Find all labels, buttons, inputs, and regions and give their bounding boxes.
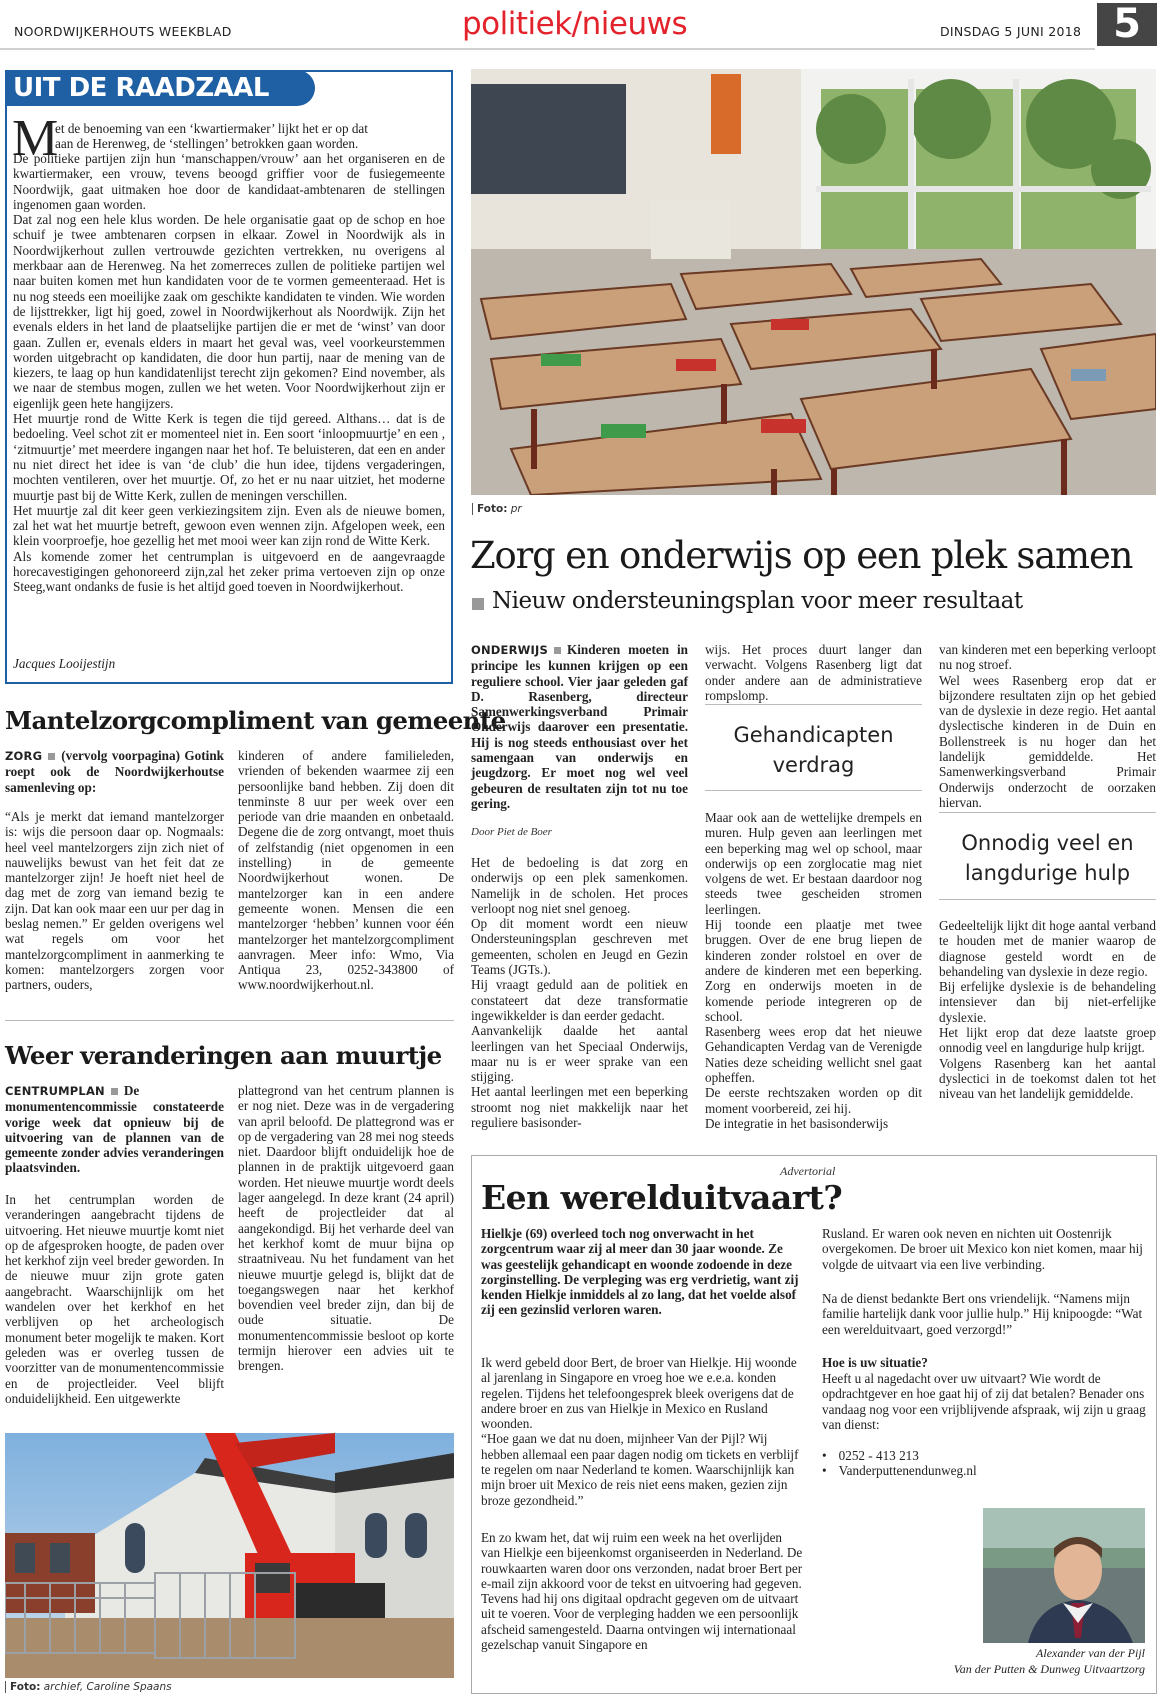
advertorial-col1a: Ik werd gebeld door Bert, de broer van Hielkje. Hij woonde al jarenlang in Singapore en vroeg hoe we e.e.a. konden regelen. Tijdens het telefoongesprek bleek overigens dat de andere broer en zus van Hielkje in Mexico en Rusland woonden. “Hoe gaan we dat nu doen, mijnheer Van der Pijl? Wij hebben allemaal een paar dagen nodig om tickets en verblijf te regelen om naar Nederland te komen. Waarschijnlijk kan mijn broer uit Mexico de reis niet eens maken, gezien zijn broze gezondheid.” xyxy=(481,1355,799,1508)
advertorial-lead: Hielkje (69) overleed toch nog onverwacht in het zorgcentrum waar zij al meer dan 30 jaar woonde. Ze was geestelijk gehandicapt en woonde zodoende in deze zorginstelling. De verpleging was erg verdrietig, want zij kenden Hielkje inmiddels al zo lang, dat het voelde alsof zij een gezinslid verloren waren. xyxy=(481,1226,799,1318)
page-number: 5 xyxy=(1113,1,1141,47)
advertorial-col2c: Heeft u al nagedacht over uw uitvaart? Wie wordt de opdrachtgever en hoe gaat hij of zij dat betalen? Benader ons vandaag nog voor een vrijblijvende afspraak, wij zijn u graag van dienst: xyxy=(822,1371,1146,1432)
onderwijs-col1: Het de bedoeling is dat zorg en onderwijs op een plek samenkomen. Namelijk in de scholen. Het proces verloopt nog niet snel genoeg. Op dit moment wordt een nieuw Ondersteuningsplan geschreven met gemeenten, scholen en Jeugd en Gezin Teams (JGTs.). Hij vraagt geduld aan de politiek en constateert dat deze transformatie ingewikkelder is dan eerder gedacht. Aanvankelijk daalde het aantal leerlingen van het Speciaal Onderwijs, maar nu is er weer sprake van een stijging. Het aantal leerlingen met een beperking stroomt nog niet makkelijk naar het reguliere basisonder- xyxy=(471,855,688,1131)
advertorial-title: Een werelduitvaart? xyxy=(481,1178,843,1217)
header-rule xyxy=(0,48,1095,50)
onderwijs-photo-credit-text: pr xyxy=(510,503,522,515)
onderwijs-photo-credit xyxy=(472,503,522,515)
portrait-image xyxy=(983,1508,1145,1643)
muurtje-photo xyxy=(5,1433,454,1678)
portrait-photo xyxy=(983,1508,1145,1643)
paper-name: NOORDWIJKERHOUTS WEEKBLAD xyxy=(14,24,232,39)
portrait-caption-name: Alexander van der Pijl xyxy=(1036,1646,1145,1660)
advertorial-label: Advertorial xyxy=(780,1164,836,1178)
onnodig-rule-bottom xyxy=(939,899,1156,900)
onnodig-rule-top xyxy=(939,812,1156,813)
issue-date: DINSDAG 5 JUNI 2018 xyxy=(940,24,1082,39)
mantelzorg-col1: “Als je merkt dat iemand mantelzorger is: wijs die persoon daar op. Nogmaals: heel veel mantelzorgers zijn zich niet of nauwelijks bewust van het feit dat ze mantelzorger zijn! Je hoeft niet heel de dag met de zorg van iemand bezig te zijn. Dat kan ook maar een uur per dag in beslag nemen.” Er gelden overigens wel wat regels om voor het mantelzorgcompliment in aanmerking te komen: mantelzorgers zorgen voor partners, ouders, xyxy=(5,809,224,993)
muurtje-tag: CENTRUMPLAN xyxy=(5,1084,105,1098)
advertorial-col2a: Rusland. Er waren ook neven en nichten uit Oostenrijk overgekomen. De broer uit Mexico kon niet komen, maar hij volgde de uitvaart via een live verbinding. xyxy=(822,1226,1143,1272)
onderwijs-col3a: van kinderen met een beperking verloopt nu nog stroef. Wel wees Rasenberg erop dat er bijzondere resultaten zijn op het gebied van de dyslexie in deze regio. Het aantal dyslectische kinderen in de Duin en Bollenstreek is nu hoger dan het landelijk gemiddelde. Het Samenwerkingsverband Primair Onderwijs onderzocht de oorzaken hiervan. xyxy=(939,642,1156,810)
muurtje-photo-credit xyxy=(5,1681,172,1693)
onderwijs-subtitle: Nieuw ondersteuningsplan voor meer resultaat xyxy=(492,588,1023,614)
advertorial-col2b: Na de dienst bedankte Bert ons vriendelijk. “Namens mijn familie hartelijk dank voor jullie hulp.” Hij knipoogde: “Wat een werelduitvaart, goed verzorgd!” xyxy=(822,1291,1143,1337)
raadzaal-title: UIT DE RAADZAAL xyxy=(13,73,269,103)
advertorial-contact-list xyxy=(822,1448,1148,1479)
raadzaal-dropcap: M xyxy=(12,110,59,167)
onderwijs-col2a: wijs. Het proces duurt langer dan verwacht. Volgens Rasenberg ligt dat onder andere aan de administratieve rompslomp. xyxy=(705,642,922,703)
onderwijs-subtitle-marker xyxy=(472,598,484,610)
onderwijs-lead-block xyxy=(471,642,688,811)
onderwijs-col3b: Gedeeltelijk lijkt dit hoge aantal verband te houden met de manier waarop de diagnose gesteld wordt en de behandeling van dyslexie in deze regio. Bij erfelijke dyslexie is de behandeling intensiever dan bij niet-erfelijke dyslexie. Het lijkt erop dat deze laatste groep onnodig veel en langdurige hulp krijgt. Volgens Rasenberg kan het aantal dyslectici in de toekomst dalen tot het niveau van het landelijk gemiddelde. xyxy=(939,918,1156,1102)
raadzaal-first-line-1: et de benoeming van een ‘kwartiermaker’ lijkt het er op dat xyxy=(55,121,368,136)
muurtje-photo-credit-label: Foto: xyxy=(10,1681,41,1693)
raadzaal-author: Jacques Looijestijn xyxy=(13,656,116,671)
page-header xyxy=(0,0,1161,50)
onderwijs-lead: Kinderen moeten in principe les kunnen krijgen op een reguliere school. Vier jaar geleden gaf D. Rasenberg, directeur Samenwerkingsverband Primair Onderwijs daarover een presentatie. Hij is nog steeds enthousiast over het samengaan van onderwijs en jeugdzorg. Er moet nog wel veel gebeuren de resultaten zijn tot nu toe gering. xyxy=(471,642,688,811)
onderwijs-headline: Zorg en onderwijs op een plek samen xyxy=(470,534,1133,577)
muurtje-lead: De monumentencommissie constateerde vorige week dat opnieuw bij de uitvoering van de plannen van de gemeente zonder advies veranderingen plaatsvinden. xyxy=(5,1083,224,1176)
muurtje-col2: plattegrond van het centrum plannen is er nog niet. Deze was in de vergadering van april beloofd. De plattegrond was er op de vergadering van 28 mei nog steeds niet. Daardoor blijft onduidelijk hoe de plannen in de praktijk uitgevoerd gaan worden. Het nieuwe muurtje wordt deels lager aangelegd. In deze krant (24 april) heeft de projectleider dat al aangekondigd. Bij het verharde deel van het kerkhof komt de muur bijna op straatniveau. Nu het fundament van het nieuwe muurtje gelegd is, blijkt dat de toegangswegen naar het kerkhof bovendien veel breder zijn, dan bij de oude situatie. De monumentencommissie besloot op korte termijn hierover een advies uit te brengen. xyxy=(238,1083,454,1374)
contact-phone-text: 0252 - 413 213 xyxy=(838,1448,919,1463)
mantelzorg-headline: Mantelzorgcompliment van gemeente xyxy=(5,706,506,735)
advertorial-question: Hoe is uw situatie? xyxy=(822,1355,928,1370)
onderwijs-photo-credit-label: Foto: xyxy=(477,503,508,515)
mantelzorg-col2: kinderen of andere familieleden, vrienden of bekenden waarmee zij een persoonlijke band hebben. Zij doen dit tenminste 8 uur per week over een periode van drie maanden en onbetaald. Degene die de zorg ontvangt, moet thuis of zelfstandig (niet opgenomen in een instelling) in de gemeente Noordwijkerhout wonen. De mantelzorger kan in een andere gemeente wonen. Mensen die een mantelzorger ‘hebben’ kunnen voor één mantelzorger het mantelzorgcompliment aanvragen. Meer info: Wmo, Via Antiqua 23, 0252-343800 of www.noordwijkerhout.nl. xyxy=(238,748,454,993)
muurtje-headline: Weer veranderingen aan muurtje xyxy=(5,1041,442,1070)
classroom-image xyxy=(471,69,1156,495)
portrait-caption-company: Van der Putten & Dunweg Uitvaartzorg xyxy=(953,1662,1145,1676)
mantelzorg-rule xyxy=(5,1020,454,1021)
section-title: politiek/nieuws xyxy=(462,6,688,42)
advertorial-col1b: En zo kwam het, dat wij ruim een week na het overlijden van Hielkje een bijeenkomst organiseerden in Nederland. De rouwkaarten waren door ons verzonden, nadat broer Bert per e-mail zijn akkoord voor de tekst en uitvoering had gegeven. Tevens had hij ons digitaal opdracht gegeven om de uitvaart uit te voeren. Voor de verpleging hadden we een persoonlijk afscheid samengesteld. Daarna ontvingen wij internationaal gezelschap vanuit Singapore en xyxy=(481,1530,803,1653)
contact-website-text: Vanderputtenendunweg.nl xyxy=(838,1463,977,1479)
onderwijs-tag: ONDERWIJS xyxy=(471,643,548,657)
raadzaal-first-line-2: aan de Herenweg, de ‘stellingen’ betrokken gaan worden. xyxy=(55,136,359,151)
contact-phone: • 0252 - 413 213 xyxy=(822,1448,919,1463)
mantelzorg-lead: (vervolg voorpagina) Gotink roept ook de Noordwijkerhoutse samenleving op: xyxy=(5,748,224,795)
raadzaal-body: De politieke partijen zijn hun ‘manschappen/vrouw’ aan het organiseren en de kwartiermaker, een vrouw, tevens beoogd griffier voor de fusiegemeente Noordwijk, gaat uitmaken hoe door de kandidaat-ambtenaren de stellingen ingenomen gaan worden. Dat zal nog een hele klus worden. De hele organisatie gaat op de schop en hoe schuif je twee ambtenaren corpsen in elkaar. Zowel in Noordwijk als in Noordwijkerhout zullen vertrouwde gezichten vertrekken, nu overigens al merkbaar aan de Herenweg. Na het zomerreces zullen de politieke partijen wel naar buiten komen met hun kandidaten voor de te vormen gemeenteraad. Het is nu nog steeds een moeilijke zaak om geschikte kandidaten te vinden. Wie worden de lijsttrekker, ligt hij goed, zowel in Noordwijkerhout als Noordwijk. Zijn het evenals elders in het land de plaatselijke partijen die er met de ‘winst’ van door gaan. Zullen er, evenals elders in maart het geval was, veel voorkeurstemmen worden uitgebracht op kandidaten, die door hun partij, naar de mening van de kiezers, te laag op hun kandidatenlijst terecht zijn gekomen? Eind november, als we naar de stembus mogen, zullen we het weten. Voor Noordwijkerhout zijn er eigenlijk geen hete hangijzers. Het muurtje rond de Witte Kerk is tegen die tijd gereed. Althans… dat is de bedoeling. Veel schot zit er momenteel niet in. Een soort ‘inloopmuurtje’ en een , ‘zitmuurtje’ met meerdere ingangen naar het hof. Te beluisteren, dat een en ander nu niet direct het idee is van ‘de club’ die hun idee, tijdens vergaderingen, mochten ventileren, over het muurtje. Of, zo het er nu naar uitziet, het moderne muurtje past bij de Witte Kerk, zullen de meningen verschillen. Het muurtje zal dit keer geen verkiezingsitem zijn. Even als de nieuwe bomen, zal het wat het muurtje betreft, gewoon even wennen zijn. Afgelopen week, een klein voorproefje, hoe gezellig het met mooi weer kan zijn rond de Witte Kerk. Als komende zomer het centrumplan is uitgevoerd en de aangevraagde horecavestigingen gehonoreerd zijn,zal het zeker prima vertoeven zijn op onze Steeg,want ondanks de fusie is het altijd goed toeven in Noordwijkerhout. xyxy=(13,151,445,595)
muurtje-lead-block xyxy=(5,1083,224,1176)
construction-scene-image xyxy=(5,1433,454,1678)
muurtje-photo-credit-text: archief, Caroline Spaans xyxy=(43,1681,172,1693)
gehandicapten-rule-bottom xyxy=(705,790,922,791)
onderwijs-col2b: Maar ook aan de wettelijke drempels en muren. Hulp geven aan leerlingen met een beperking mag wel op school, maar onderwijs op een zorglocatie mag niet volgens de wet. Er bestaan daardoor nog steeds twee gescheiden stromen leerlingen. Hij toonde een plaatje met twee bruggen. Over de ene brug liepen de kinderen zonder rolstoel en over de andere de kinderen met een beperking. Zorg en onderwijs moeten in de komende periode integreren op de school. Rasenberg wees erop dat het nieuwe Gehandicapten Verdag van de Verenigde Naties deze scheiding wellicht snel gaat opheffen. De eerste rechtszaken worden op dit moment voorbereid, zei hij. De integratie in het basisonderwijs xyxy=(705,810,922,1131)
onnodig-subhead: Onnodig veel en langdurige hulp xyxy=(961,831,1134,885)
onderwijs-byline: Door Piet de Boer xyxy=(471,826,552,838)
mantelzorg-lead-block xyxy=(5,748,224,795)
classroom-photo xyxy=(471,69,1156,495)
muurtje-col1: In het centrumplan worden de veranderingen aangebracht tijdens de uitvoering. Het nieuwe muurtje komt niet op de afgesproken hoogte, de paden over het kerkhof zijn veel breder geworden. In de nieuwe muur zijn grote gaten aangebracht. Waarschijnlijk om het wandelen over het kerkhof en het verblijven op het archeologisch monument beter mogelijk te maken. Kort geleden was er overleg tussen de voorzitter van de monumentencommissie en de projectleider. Veel blijft onduidelijkheid. Een uitgewerkte xyxy=(5,1192,225,1406)
contact-website[interactable]: • Vanderputtenendunweg.nl xyxy=(822,1463,977,1479)
gehandicapten-rule-top xyxy=(705,704,922,705)
gehandicapten-subhead: Gehandicapten verdrag xyxy=(733,723,894,777)
mantelzorg-tag: ZORG xyxy=(5,749,43,763)
